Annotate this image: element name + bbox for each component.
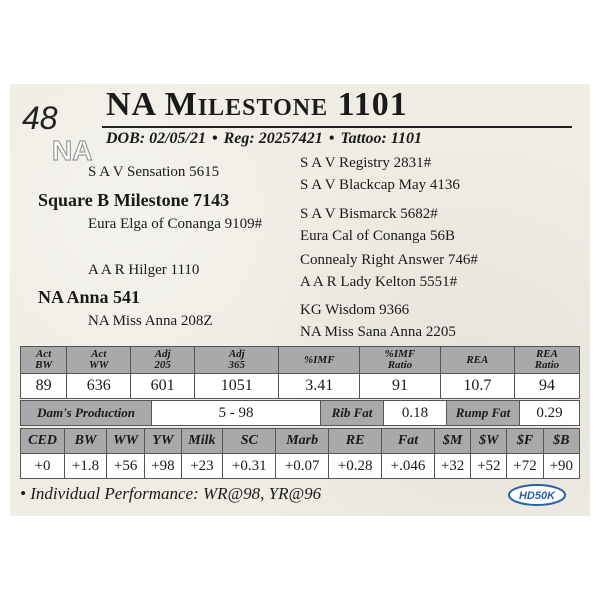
pedigree-dsss: Connealy Right Answer 746# [300,252,478,268]
header-adj-205: Adj 205 [131,347,195,374]
tattoo-text: Tattoo: 1101 [340,130,422,147]
epd-header: RE [329,429,382,454]
value-imf: 3.41 [279,374,360,399]
na-logo-text: NA [52,135,93,166]
epd-header: YW [145,429,181,454]
value-adj-365: 1051 [195,374,279,399]
pedigree-sire-sire: S A V Sensation 5615 [88,164,220,180]
rump-fat-value: 0.29 [520,401,580,426]
epd-header-row [21,429,580,454]
epd-value: +98 [145,454,181,479]
epd-value: +.046 [382,454,435,479]
pedigree-dssd: A A R Lady Kelton 5551# [300,274,458,290]
performance-table [20,346,580,399]
dob-text: DOB: 02/05/21 [106,130,206,147]
pedigree-ssds: S A V Bismarck 5682# [300,206,438,222]
header-imf: %IMF [279,347,360,374]
value-rea: 10.7 [440,374,514,399]
epd-value: +0.31 [223,454,276,479]
pedigree-ddsd: NA Miss Sana Anna 2205 [300,324,456,340]
dam-production-label: Dam's Production [21,401,152,426]
value-rea-ratio: 94 [514,374,579,399]
bullet-separator: • [212,130,218,147]
pedigree-ssss: S A V Registry 2831# [300,155,432,171]
epd-header: CED [21,429,65,454]
pedigree-dam: NA Anna 541 [38,287,141,307]
dam-production-row [21,401,580,426]
performance-value-row [21,374,580,399]
epd-value: +0.28 [329,454,382,479]
bullet-separator: • [328,130,335,147]
epd-value-row [21,454,580,479]
epd-value: +0 [21,454,65,479]
epd-value: +0.07 [276,454,329,479]
epd-header: Fat [382,429,435,454]
dam-production-table [20,400,580,426]
animal-name-title: NA Milestone 1101 [106,86,408,123]
epd-value: +23 [181,454,223,479]
rump-fat-label: Rump Fat [447,401,520,426]
epd-value: +90 [543,454,579,479]
title-divider [102,126,572,128]
epd-value: +52 [471,454,507,479]
na-logo [50,132,96,166]
lot-number: 48 [22,100,58,136]
epd-header: Marb [276,429,329,454]
reg-text: Reg: 20257421 [223,130,323,147]
epd-table [20,428,580,479]
pedigree-dam-sire: A A R Hilger 1110 [88,262,200,278]
epd-header: $B [543,429,579,454]
pedigree-dam-dam: NA Miss Anna 208Z [88,313,213,329]
registration-line [106,130,422,148]
epd-value: +56 [106,454,144,479]
hd50k-badge [508,484,566,506]
epd-value: +32 [434,454,470,479]
pedigree-sire: Square B Milestone 7143 [38,190,230,210]
epd-header: $M [434,429,470,454]
pedigree-ddss: KG Wisdom 9366 [300,302,410,318]
value-act-bw: 89 [21,374,67,399]
dam-production-value: 5 - 98 [152,401,321,426]
header-imf-ratio: %IMF Ratio [360,347,441,374]
epd-header: $W [471,429,507,454]
header-act-ww: Act WW [67,347,131,374]
pedigree-sssd: S A V Blackcap May 4136 [300,177,460,193]
performance-header-row [21,347,580,374]
epd-header: Milk [181,429,223,454]
header-rea: REA [440,347,514,374]
pedigree-ssdd: Eura Cal of Conanga 56B [300,228,455,244]
value-imf-ratio: 91 [360,374,441,399]
epd-header: WW [106,429,144,454]
individual-performance-note: • Individual Performance: WR@98, YR@96 [20,484,322,503]
epd-value: +72 [507,454,543,479]
epd-value: +1.8 [65,454,107,479]
header-rea-ratio: REA Ratio [514,347,579,374]
hd50k-badge-text: HD50K [518,490,556,502]
header-adj-365: Adj 365 [195,347,279,374]
epd-header: BW [65,429,107,454]
epd-header: $F [507,429,543,454]
epd-header: SC [223,429,276,454]
pedigree-sire-dam: Eura Elga of Conanga 9109# [88,216,263,232]
rib-fat-value: 0.18 [384,401,447,426]
value-adj-205: 601 [131,374,195,399]
value-act-ww: 636 [67,374,131,399]
header-act-bw: Act BW [21,347,67,374]
rib-fat-label: Rib Fat [321,401,384,426]
